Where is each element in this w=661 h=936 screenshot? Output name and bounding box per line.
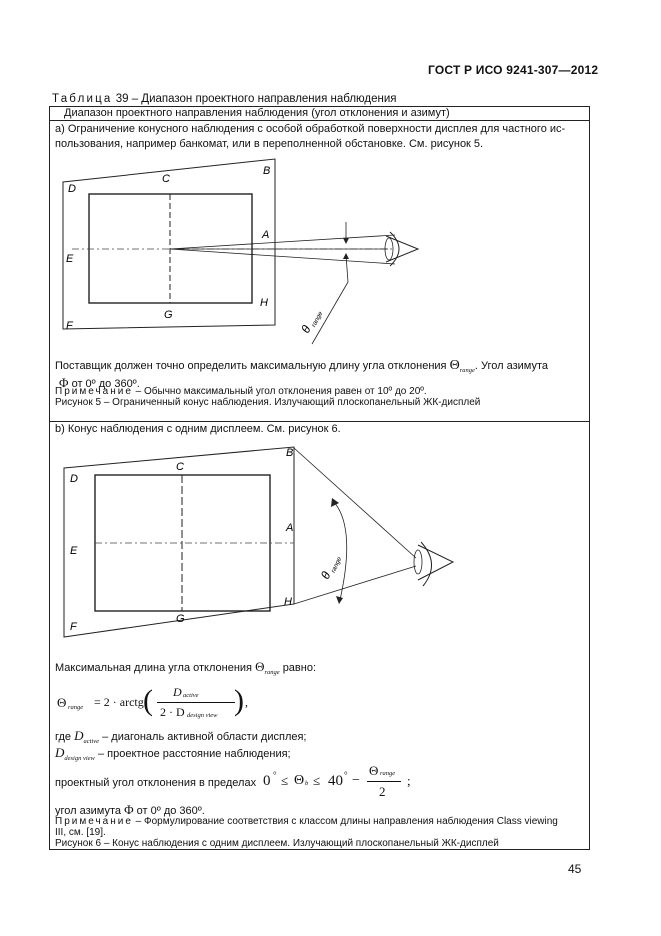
figure-5-caption: Рисунок 5 – Ограниченный конус наблюдения. Излучающий плоскопанельный ЖК-дисплей xyxy=(55,397,481,408)
rf-zero: 0 xyxy=(263,773,271,789)
section-a-line2: пользования, например банкомат, или в переполненной обстановке. См. рисунок 5. xyxy=(55,138,484,150)
formula-tail: , xyxy=(245,695,248,709)
figure-5-diagram xyxy=(50,152,589,352)
header-divider xyxy=(50,120,589,121)
rf-semi: ; xyxy=(407,773,411,788)
formula-den-sub: design view xyxy=(187,712,218,719)
formula-frac-bar xyxy=(157,702,235,703)
fig5-theta-symbol: θ xyxy=(298,323,314,336)
rf-frac-num-sub: range xyxy=(380,770,396,777)
fig6-label-d: D xyxy=(70,473,78,485)
where-word: где xyxy=(55,731,72,743)
fig6-label-e: E xyxy=(70,545,78,557)
table-column-header: Диапазон проектного направления наблюдения (угол отклонения и азимут) xyxy=(64,107,450,119)
formula-lhs-sub: range xyxy=(68,704,84,711)
fig6-theta-sub: range xyxy=(329,555,344,574)
d-active-definition xyxy=(55,728,307,745)
rf-b-sub: b xyxy=(305,780,309,787)
table-caption xyxy=(52,93,397,105)
d-active-symbol: D xyxy=(74,728,84,743)
figure-6-caption: Рисунок 6 – Конус наблюдения с одним дисплеем. Излучающий плоскопанельный ЖК-дисплей xyxy=(55,838,499,849)
rf-frac-den: 2 xyxy=(379,784,386,799)
rf-theta: Θ xyxy=(294,773,305,788)
formula-den: 2 · D xyxy=(160,705,185,719)
d-design-desc: – проектное расстояние наблюдения; xyxy=(97,748,291,760)
document-header: ГОСТ Р ИСО 9241-307—2012 xyxy=(428,63,599,77)
fig5-label-h: H xyxy=(260,297,268,309)
rf-frac-bar xyxy=(367,781,401,782)
d-design-sub: design view xyxy=(64,755,95,762)
section-b-note xyxy=(55,816,558,827)
table-caption-text: 39 – Диапазон проектного направления наблюдения xyxy=(115,93,397,105)
section-a-line1: a) Ограничение конусного наблюдения с особой обработкой поверхности дисплея для частного ис- xyxy=(55,123,566,135)
formula-num: D xyxy=(173,685,182,699)
section-a-note xyxy=(55,386,427,397)
azimuth-range: от 0º до 360º. xyxy=(71,378,140,390)
fig6-label-h: H xyxy=(284,596,292,608)
note-text-b: – Формулирование соответствия с классом длины направления наблюдения Class viewing xyxy=(135,816,558,827)
note-text: – Обычно максимальный угол отклонения равен от 10º до 20º. xyxy=(135,386,427,397)
phi-symbol-b: Φ xyxy=(124,802,134,817)
rf-deg2: ° xyxy=(344,770,348,780)
page-number: 45 xyxy=(568,862,582,876)
range-formula xyxy=(263,763,423,807)
range-text: проектный угол отклонения в пределах xyxy=(55,777,257,789)
max-len-text: Максимальная длина угла отклонения xyxy=(55,662,252,674)
fig5-label-b: B xyxy=(263,165,271,177)
fig6-label-b: B xyxy=(286,447,294,459)
fig6-label-f: F xyxy=(70,621,77,633)
fig6-label-a: A xyxy=(286,522,294,534)
fig6-label-c: C xyxy=(176,461,184,473)
d-design-definition xyxy=(55,745,291,762)
d-active-sub: active xyxy=(83,738,100,745)
azimuth-range-b: от 0º до 360º. xyxy=(136,805,205,817)
fig5-label-a: A xyxy=(262,229,270,241)
supplier-text-1: Поставщик должен точно определить максимальную длину угла отклонения xyxy=(55,360,447,372)
formula-num-sub: active xyxy=(183,692,199,699)
theta-symbol: Θ xyxy=(449,358,460,373)
rf-le2: ≤ xyxy=(313,773,321,788)
d-design-symbol: D xyxy=(55,745,65,760)
phi-symbol: Φ xyxy=(59,375,69,390)
max-len-suffix: равно: xyxy=(282,662,317,674)
rf-le1: ≤ xyxy=(281,773,289,788)
formula-theta-range xyxy=(57,682,257,726)
note-word-b: Примечание xyxy=(55,816,133,827)
fig5-label-c: C xyxy=(162,173,170,185)
fig5-label-f: F xyxy=(66,320,73,332)
max-len-theta-sub: range xyxy=(264,669,280,676)
fig5-label-d: D xyxy=(68,183,76,195)
fig5-label-e: E xyxy=(66,253,74,265)
formula-left-paren: ( xyxy=(143,684,153,717)
rf-forty: 40 xyxy=(328,773,343,789)
supplier-text-2: . Угол азимута xyxy=(474,360,549,372)
rf-deg: ° xyxy=(273,770,277,780)
d-active-desc: – диагональ активной области дисплея; xyxy=(102,731,307,743)
azimuth-word: угол азимута xyxy=(55,805,122,817)
fig5-theta-sub: range xyxy=(310,310,325,329)
table-caption-word: Таблица xyxy=(52,93,113,105)
section-divider xyxy=(50,421,589,422)
rf-frac-num: Θ xyxy=(369,763,379,778)
section-b-max-len xyxy=(55,659,316,676)
max-len-theta: Θ xyxy=(255,659,265,674)
section-b-note-2: III, см. [19]. xyxy=(55,827,106,838)
fig5-label-g: G xyxy=(164,309,173,321)
rf-minus: − xyxy=(352,773,360,788)
section-b-line1: b) Конус наблюдения с одним дисплеем. См. рисунок 6. xyxy=(55,423,341,435)
fig6-theta-symbol: θ xyxy=(318,569,334,582)
theta-sub: range xyxy=(459,367,475,374)
formula-right-paren: ) xyxy=(234,684,244,717)
formula-lhs: Θ xyxy=(57,695,67,710)
fig6-label-g: G xyxy=(176,613,185,625)
formula-eq: = 2 · arctg xyxy=(94,695,144,709)
table-39 xyxy=(49,106,590,850)
figure-6-diagram xyxy=(50,440,589,640)
section-a-supplier-text xyxy=(55,358,548,374)
note-word: Примечание xyxy=(55,386,133,397)
